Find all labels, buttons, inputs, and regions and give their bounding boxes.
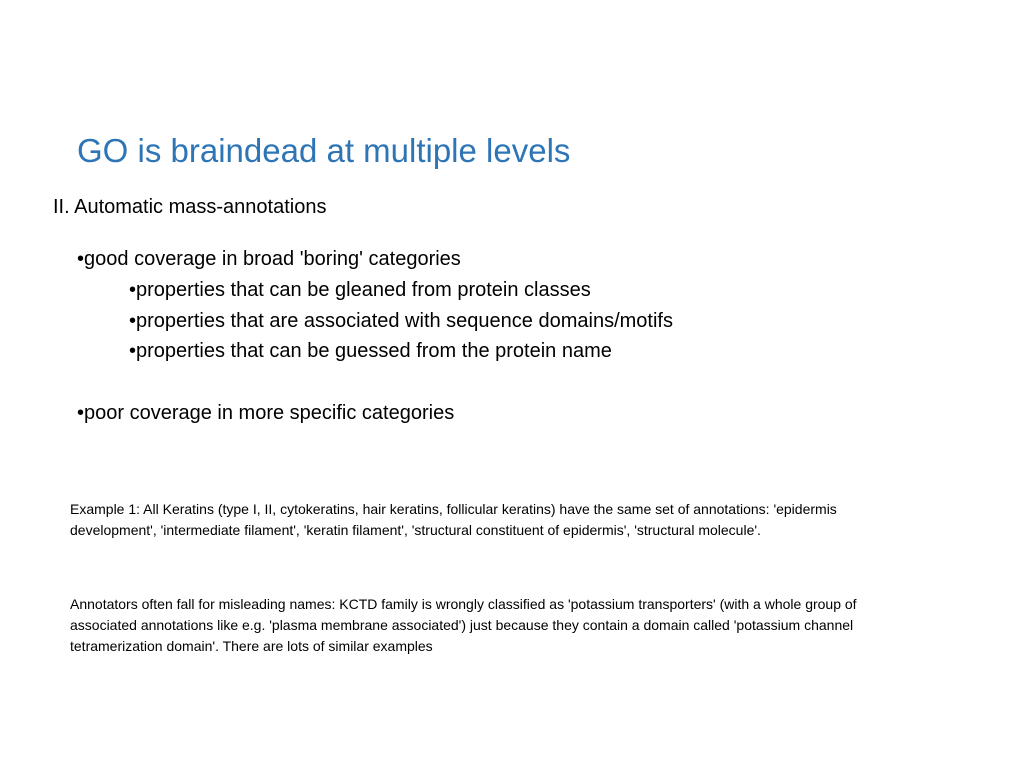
bullet-marker: • <box>77 402 85 424</box>
annotators-note: Annotators often fall for misleading names: KCTD family is wrongly classified as 'potassium transporters' (with a whole group of associated annotations like e.g. 'plasma membrane associated') just because they contain a domain called 'potassium channel tetramerization domain'. There are lots of similar examples <box>70 596 857 654</box>
sub-bullet-item <box>129 310 673 333</box>
sub-bullet-text: properties that can be gleaned from protein classes <box>136 279 591 301</box>
bullet-marker: • <box>129 340 137 362</box>
section-subtitle: II. Automatic mass-annotations <box>53 196 327 218</box>
bullet-item <box>77 248 461 271</box>
sub-bullet-item <box>129 279 591 302</box>
bullet-text: good coverage in broad 'boring' categories <box>84 248 461 270</box>
sub-bullet-text: properties that are associated with sequence domains/motifs <box>136 310 673 332</box>
example-note: Example 1: All Keratins (type I, II, cytokeratins, hair keratins, follicular keratins) have the same set of annotations: 'epidermis development', 'intermediate filament', 'keratin filament', 'structural constituent of epidermis', 'structural molecule'. <box>70 501 837 538</box>
bullet-item <box>77 402 454 425</box>
bullet-marker: • <box>77 248 85 270</box>
sub-bullet-text: properties that can be guessed from the protein name <box>136 340 612 362</box>
bullet-text: poor coverage in more specific categories <box>84 402 455 424</box>
sub-bullet-item <box>129 340 612 363</box>
slide-title: GO is braindead at multiple levels <box>77 132 571 169</box>
bullet-marker: • <box>129 279 137 301</box>
bullet-marker: • <box>129 310 137 332</box>
